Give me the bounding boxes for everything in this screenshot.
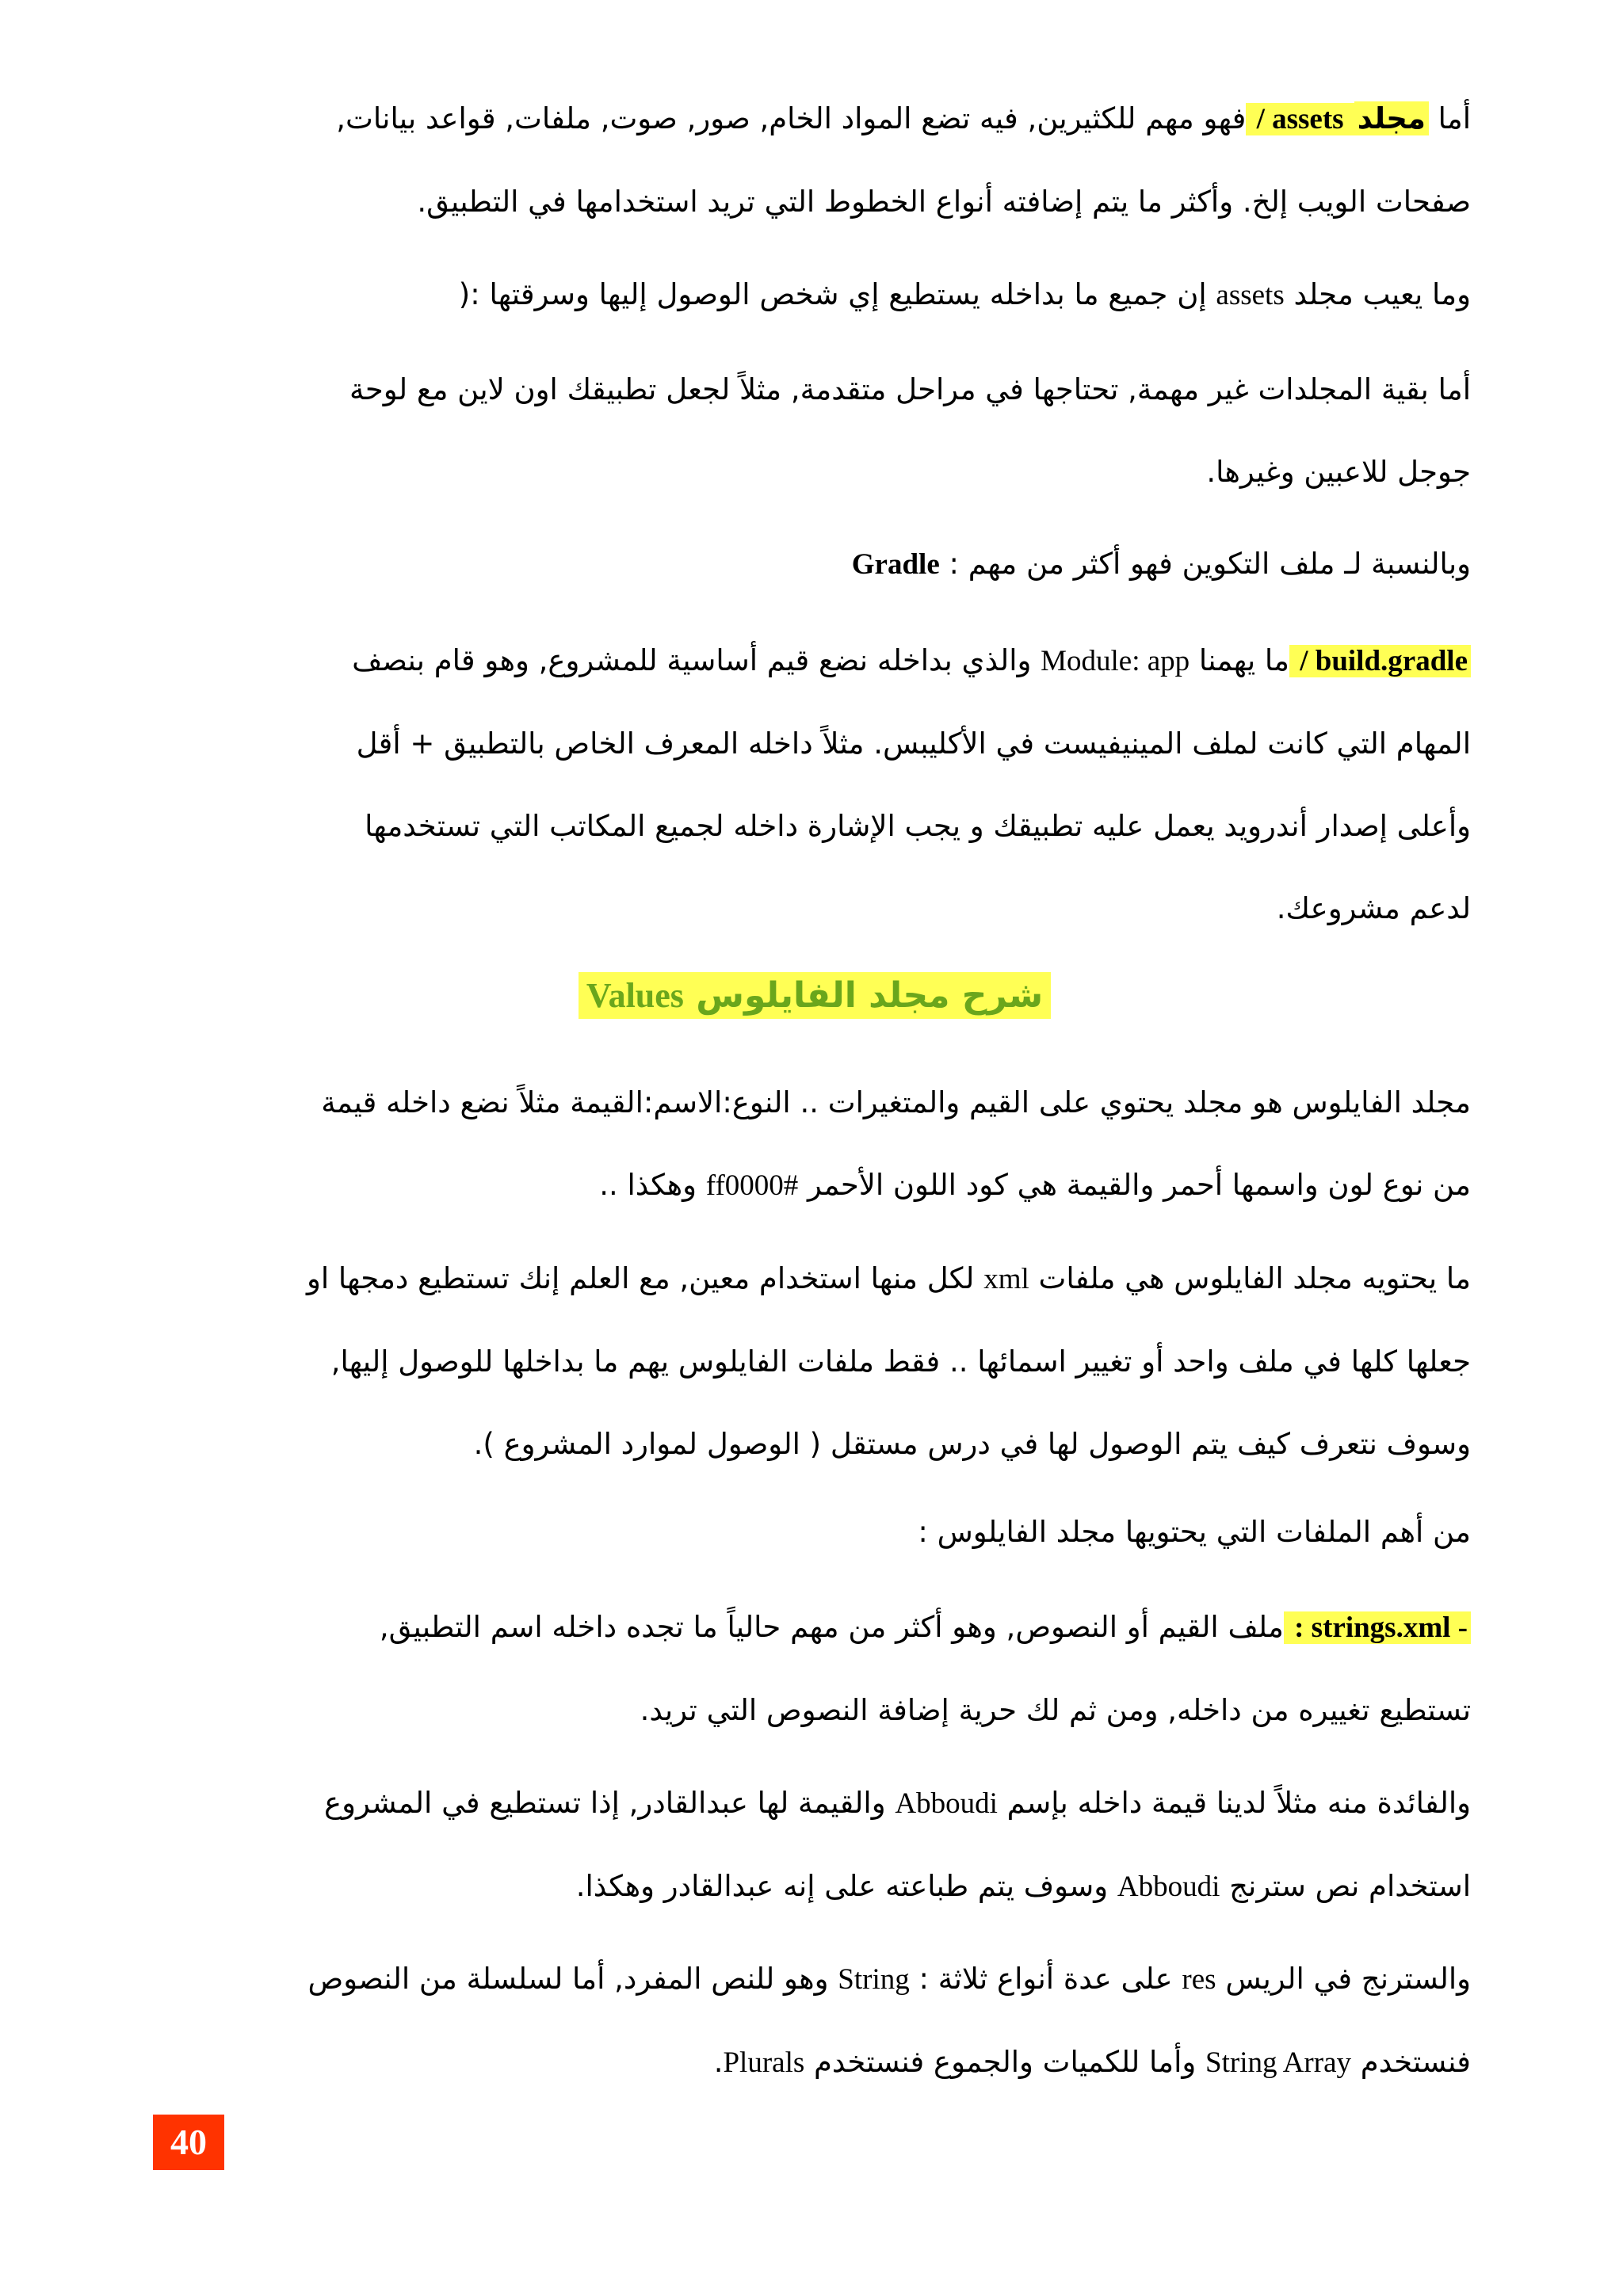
- text-run: Plurals: [723, 2046, 805, 2079]
- text-run: وسوف يتم طباعته على إنه عبدالقادر وهكذا.: [575, 1869, 1117, 1903]
- paragraph-strings-example: [158, 1762, 1471, 1928]
- text-run: Abboudi: [895, 1787, 998, 1820]
- document-page: [158, 0, 1471, 2296]
- text-run: .: [713, 2045, 724, 2079]
- paragraph-line: جوجل للاعبين وغيرها.: [1206, 455, 1471, 489]
- section-heading: [158, 955, 1471, 1037]
- paragraph-line: جعلها كلها في ملف واحد أو تغيير اسمائها .. فقط ملفات الفايلوس يهم ما بداخلها للوصول إليها,: [330, 1344, 1471, 1379]
- paragraph-line: [158, 620, 1471, 703]
- paragraph-line: [158, 1762, 1471, 1845]
- text-run: والسترنج في الريس: [1216, 1962, 1471, 1996]
- text-run: Gradle: [851, 548, 940, 581]
- paragraph-line: [158, 1238, 1471, 1321]
- text-run: فهو مهم للكثيرين, فيه تضع المواد الخام, صور, صوت, ملفات, قواعد بيانات,: [336, 101, 1247, 135]
- paragraph-line: [158, 523, 1471, 606]
- paragraph-other-folders: [158, 349, 1471, 513]
- highlighted-term: build.gradle /: [1289, 645, 1471, 677]
- paragraph-strings-xml: [158, 1586, 1471, 1752]
- paragraph-line: [158, 1144, 1471, 1227]
- paragraph-line: وسوف نتعرف كيف يتم الوصول لها في درس مستقل ( الوصول لموارد المشروع ).: [473, 1427, 1471, 1461]
- text-run: والفائدة منه مثلاً لدينا قيمة داخله بإسم: [997, 1786, 1471, 1820]
- text-run: إن جميع ما بداخله يستطيع إي شخص الوصول إليها وسرقتها :(: [458, 277, 1216, 311]
- text-run: لكل منها استخدام معين, مع العلم إنك تستطيع دمجها او: [306, 1261, 984, 1295]
- text-run: والذي بداخله نضع قيم أساسية للمشروع, وهو قام بنصف: [352, 643, 1041, 677]
- highlighted-term: assets /: [1246, 103, 1354, 135]
- highlighted-term: مجلد: [1354, 101, 1429, 135]
- paragraph-line: [158, 1586, 1471, 1669]
- paragraph-line: [158, 78, 1471, 161]
- paragraph-values-files: [158, 1238, 1471, 1486]
- text-run: #ff0000: [705, 1169, 799, 1202]
- paragraph-line: أما بقية المجلدات غير مهمة, تحتاجها في مراحل متقدمة, مثلاً لجعل تطبيقك اون لاين مع لوحة: [349, 372, 1471, 406]
- paragraph-line: مجلد الفايلوس هو مجلد يحتوي على القيم والمتغيرات .. النوع:الاسم:القيمة مثلاً نضع داخله قيمة: [321, 1085, 1471, 1119]
- text-run: أما: [1428, 101, 1471, 135]
- text-run: ما يهمنا: [1190, 643, 1289, 677]
- paragraph-line: [158, 254, 1471, 337]
- text-run: وأما للكميات والجموع فنستخدم: [804, 2045, 1206, 2079]
- highlighted-term: - strings.xml :: [1284, 1611, 1471, 1644]
- paragraph-line: [158, 2021, 1471, 2104]
- text-run: استخدام نص سترنج: [1220, 1869, 1471, 1903]
- text-run: Module: app: [1041, 645, 1190, 677]
- text-run: res: [1182, 1963, 1216, 1996]
- text-run: String Array: [1205, 2046, 1351, 2079]
- text-run: من نوع لون واسمها أحمر والقيمة هي كود اللون الأحمر: [798, 1168, 1471, 1202]
- text-run: Abboudi: [1117, 1871, 1220, 1903]
- paragraph-line: [158, 1845, 1471, 1928]
- paragraph-string-types: [158, 1938, 1471, 2104]
- text-run: وما يعيب مجلد: [1284, 277, 1471, 311]
- paragraph-line: وأعلى إصدار أندرويد يعمل عليه تطبيقك و يجب الإشارة داخله لجميع المكاتب التي تستخدمها: [365, 809, 1471, 843]
- page-heading: [158, 955, 1471, 1037]
- text-run: والقيمة لها عبدالقادر, إذا تستطيع في المشروع: [324, 1786, 896, 1820]
- paragraph-build-gradle: [158, 620, 1471, 950]
- heading-arabic: شرح مجلد الفايلوس: [683, 975, 1044, 1016]
- paragraph-line: تستطيع تغييره من داخله, ومن ثم لك حرية إضافة النصوص التي تريد.: [640, 1693, 1471, 1727]
- text-run: assets: [1216, 279, 1285, 311]
- paragraph-line: المهام التي كانت لملف المينيفيست في الأكليبس. مثلاً داخله المعرف الخاص بالتطبيق + أقل: [356, 727, 1471, 761]
- text-run: وهكذا ..: [599, 1168, 706, 1202]
- paragraph-important-files: [158, 1491, 1471, 1573]
- text-run: ملف القيم أو النصوص, وهو أكثر من مهم حالياً ما تجده داخله اسم التطبيق,: [379, 1610, 1284, 1644]
- page-number: 40: [153, 2115, 224, 2170]
- paragraph-line: لدعم مشروعك.: [1276, 891, 1471, 925]
- text-run: String: [838, 1963, 910, 1996]
- paragraph-line: صفحات الويب إلخ. وأكثر ما يتم إضافته أنواع الخطوط التي تريد استخدامها في التطبيق.: [417, 185, 1471, 219]
- paragraph-assets-downside: [158, 254, 1471, 337]
- paragraph-assets: [158, 78, 1471, 243]
- text-run: وهو للنص المفرد, أما لسلسلة من النصوص: [307, 1962, 838, 1996]
- paragraph-line: [158, 1938, 1471, 2021]
- paragraph-line: من أهم الملفات التي يحتويها مجلد الفايلوس :: [918, 1515, 1471, 1549]
- text-run: فنستخدم: [1351, 2045, 1471, 2079]
- text-run: ما يحتويه مجلد الفايلوس هي ملفات: [1029, 1261, 1471, 1295]
- text-run: على عدة أنواع ثلاثة :: [909, 1962, 1182, 1996]
- paragraph-gradle: [158, 523, 1471, 606]
- text-run: وبالنسبة لـ ملف التكوين فهو أكثر من مهم :: [939, 547, 1471, 581]
- text-run: xml: [983, 1263, 1029, 1295]
- paragraph-values-intro: [158, 1062, 1471, 1227]
- heading-english: Values: [586, 976, 684, 1015]
